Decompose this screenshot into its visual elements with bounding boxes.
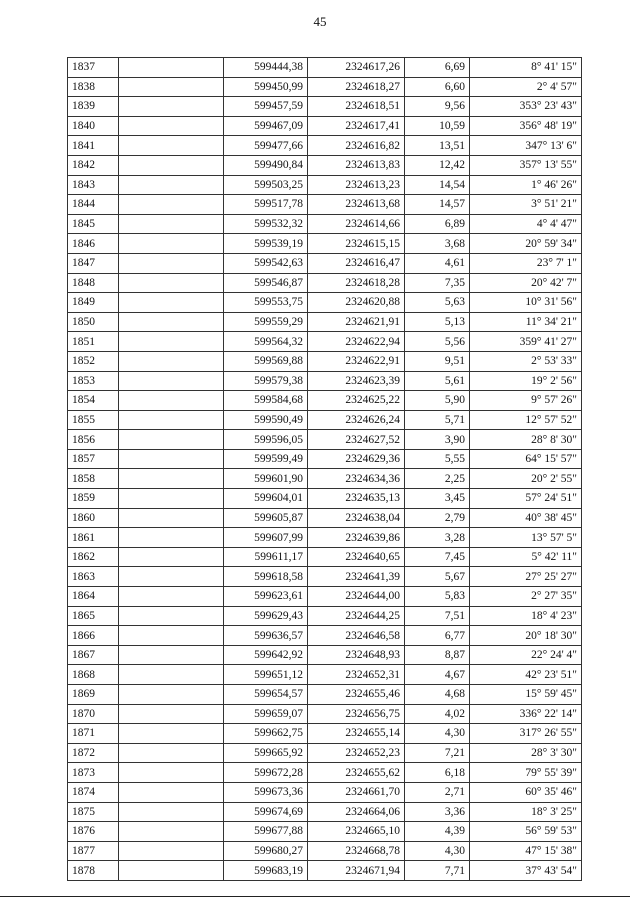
table-row [68, 802, 582, 822]
point-number-cell: 1848 [68, 273, 119, 293]
table-row [68, 449, 582, 469]
point-number-cell: 1868 [68, 665, 119, 685]
x-coordinate-cell: 599611,17 [224, 547, 308, 567]
distance-cell: 3,36 [405, 802, 470, 822]
bearing-cell: 60° 35' 46" [470, 782, 582, 802]
table-row [68, 175, 582, 195]
x-coordinate-cell: 599569,88 [224, 351, 308, 371]
bearing-cell: 28° 8' 30" [470, 430, 582, 450]
distance-cell: 4,30 [405, 841, 470, 861]
bearing-cell: 317° 26' 55" [470, 724, 582, 744]
empty-cell [119, 528, 224, 548]
x-coordinate-cell: 599503,25 [224, 175, 308, 195]
x-coordinate-cell: 599450,99 [224, 77, 308, 97]
point-number-cell: 1863 [68, 567, 119, 587]
bearing-cell: 336° 22' 14" [470, 704, 582, 724]
y-coordinate-cell: 2324614,66 [308, 214, 405, 234]
x-coordinate-cell: 599680,27 [224, 841, 308, 861]
bearing-cell: 42° 23' 51" [470, 665, 582, 685]
y-coordinate-cell: 2324661,70 [308, 782, 405, 802]
y-coordinate-cell: 2324655,46 [308, 685, 405, 705]
y-coordinate-cell: 2324623,39 [308, 371, 405, 391]
distance-cell: 6,18 [405, 763, 470, 783]
y-coordinate-cell: 2324664,06 [308, 802, 405, 822]
bearing-cell: 37° 43' 54" [470, 861, 582, 881]
table-row [68, 371, 582, 391]
empty-cell [119, 116, 224, 136]
table-row [68, 253, 582, 273]
table-row [68, 195, 582, 215]
distance-cell: 5,90 [405, 391, 470, 411]
bearing-cell: 15° 59' 45" [470, 685, 582, 705]
y-coordinate-cell: 2324615,15 [308, 234, 405, 254]
point-number-cell: 1875 [68, 802, 119, 822]
table-row [68, 293, 582, 313]
point-number-cell: 1857 [68, 449, 119, 469]
x-coordinate-cell: 599674,69 [224, 802, 308, 822]
table-row [68, 841, 582, 861]
point-number-cell: 1861 [68, 528, 119, 548]
table-row [68, 685, 582, 705]
x-coordinate-cell: 599659,07 [224, 704, 308, 724]
table-row [68, 567, 582, 587]
distance-cell: 7,51 [405, 606, 470, 626]
point-number-cell: 1841 [68, 136, 119, 156]
y-coordinate-cell: 2324618,51 [308, 97, 405, 117]
point-number-cell: 1860 [68, 508, 119, 528]
empty-cell [119, 508, 224, 528]
bearing-cell: 22° 24' 4" [470, 645, 582, 665]
table-row [68, 58, 582, 78]
bearing-cell: 64° 15' 57" [470, 449, 582, 469]
bearing-cell: 18° 3' 25" [470, 802, 582, 822]
empty-cell [119, 391, 224, 411]
y-coordinate-cell: 2324668,78 [308, 841, 405, 861]
table-row [68, 743, 582, 763]
bearing-cell: 359° 41' 27" [470, 332, 582, 352]
empty-cell [119, 77, 224, 97]
empty-cell [119, 312, 224, 332]
y-coordinate-cell: 2324618,28 [308, 273, 405, 293]
empty-cell [119, 175, 224, 195]
bearing-cell: 11° 34' 21" [470, 312, 582, 332]
table-body [68, 58, 582, 881]
bearing-cell: 47° 15' 38" [470, 841, 582, 861]
point-number-cell: 1876 [68, 822, 119, 842]
point-number-cell: 1862 [68, 547, 119, 567]
table-row [68, 351, 582, 371]
distance-cell: 4,61 [405, 253, 470, 273]
point-number-cell: 1864 [68, 587, 119, 607]
y-coordinate-cell: 2324613,83 [308, 155, 405, 175]
y-coordinate-cell: 2324655,14 [308, 724, 405, 744]
x-coordinate-cell: 599601,90 [224, 469, 308, 489]
empty-cell [119, 273, 224, 293]
point-number-cell: 1844 [68, 195, 119, 215]
distance-cell: 2,25 [405, 469, 470, 489]
empty-cell [119, 861, 224, 881]
table-row [68, 528, 582, 548]
y-coordinate-cell: 2324665,10 [308, 822, 405, 842]
empty-cell [119, 410, 224, 430]
bearing-cell: 28° 3' 30" [470, 743, 582, 763]
table-row [68, 665, 582, 685]
distance-cell: 4,67 [405, 665, 470, 685]
x-coordinate-cell: 599605,87 [224, 508, 308, 528]
distance-cell: 5,67 [405, 567, 470, 587]
x-coordinate-cell: 599607,99 [224, 528, 308, 548]
bearing-cell: 13° 57' 5" [470, 528, 582, 548]
y-coordinate-cell: 2324656,75 [308, 704, 405, 724]
table-row [68, 312, 582, 332]
bearing-cell: 10° 31' 56" [470, 293, 582, 313]
bearing-cell: 5° 42' 11" [470, 547, 582, 567]
y-coordinate-cell: 2324618,27 [308, 77, 405, 97]
bearing-cell: 20° 2' 55" [470, 469, 582, 489]
point-number-cell: 1843 [68, 175, 119, 195]
y-coordinate-cell: 2324616,47 [308, 253, 405, 273]
table-row [68, 77, 582, 97]
table-row [68, 822, 582, 842]
x-coordinate-cell: 599673,36 [224, 782, 308, 802]
empty-cell [119, 743, 224, 763]
point-number-cell: 1847 [68, 253, 119, 273]
distance-cell: 6,60 [405, 77, 470, 97]
x-coordinate-cell: 599553,75 [224, 293, 308, 313]
empty-cell [119, 449, 224, 469]
y-coordinate-cell: 2324655,62 [308, 763, 405, 783]
distance-cell: 7,35 [405, 273, 470, 293]
distance-cell: 6,89 [405, 214, 470, 234]
empty-cell [119, 626, 224, 646]
distance-cell: 5,63 [405, 293, 470, 313]
empty-cell [119, 645, 224, 665]
empty-cell [119, 97, 224, 117]
empty-cell [119, 469, 224, 489]
table-row [68, 273, 582, 293]
table-row [68, 704, 582, 724]
distance-cell: 6,77 [405, 626, 470, 646]
distance-cell: 7,45 [405, 547, 470, 567]
distance-cell: 3,68 [405, 234, 470, 254]
y-coordinate-cell: 2324646,58 [308, 626, 405, 646]
point-number-cell: 1855 [68, 410, 119, 430]
table-row [68, 430, 582, 450]
point-number-cell: 1850 [68, 312, 119, 332]
bearing-cell: 356° 48' 19" [470, 116, 582, 136]
y-coordinate-cell: 2324644,25 [308, 606, 405, 626]
empty-cell [119, 136, 224, 156]
bearing-cell: 79° 55' 39" [470, 763, 582, 783]
x-coordinate-cell: 599629,43 [224, 606, 308, 626]
empty-cell [119, 841, 224, 861]
y-coordinate-cell: 2324621,91 [308, 312, 405, 332]
point-number-cell: 1859 [68, 489, 119, 509]
distance-cell: 4,39 [405, 822, 470, 842]
table-row [68, 391, 582, 411]
y-coordinate-cell: 2324652,31 [308, 665, 405, 685]
distance-cell: 3,90 [405, 430, 470, 450]
x-coordinate-cell: 599636,57 [224, 626, 308, 646]
x-coordinate-cell: 599665,92 [224, 743, 308, 763]
x-coordinate-cell: 599546,87 [224, 273, 308, 293]
distance-cell: 14,57 [405, 195, 470, 215]
table-row [68, 136, 582, 156]
empty-cell [119, 195, 224, 215]
bearing-cell: 20° 42' 7" [470, 273, 582, 293]
bearing-cell: 2° 4' 57" [470, 77, 582, 97]
x-coordinate-cell: 599654,57 [224, 685, 308, 705]
distance-cell: 4,30 [405, 724, 470, 744]
x-coordinate-cell: 599623,61 [224, 587, 308, 607]
x-coordinate-cell: 599490,84 [224, 155, 308, 175]
distance-cell: 7,21 [405, 743, 470, 763]
empty-cell [119, 214, 224, 234]
empty-cell [119, 155, 224, 175]
y-coordinate-cell: 2324635,13 [308, 489, 405, 509]
x-coordinate-cell: 599672,28 [224, 763, 308, 783]
distance-cell: 10,59 [405, 116, 470, 136]
distance-cell: 6,69 [405, 58, 470, 78]
point-number-cell: 1852 [68, 351, 119, 371]
distance-cell: 2,79 [405, 508, 470, 528]
y-coordinate-cell: 2324652,23 [308, 743, 405, 763]
point-number-cell: 1869 [68, 685, 119, 705]
x-coordinate-cell: 599651,12 [224, 665, 308, 685]
x-coordinate-cell: 599457,59 [224, 97, 308, 117]
x-coordinate-cell: 599662,75 [224, 724, 308, 744]
point-number-cell: 1854 [68, 391, 119, 411]
footer-rule [0, 896, 630, 897]
empty-cell [119, 822, 224, 842]
y-coordinate-cell: 2324617,26 [308, 58, 405, 78]
y-coordinate-cell: 2324639,86 [308, 528, 405, 548]
point-number-cell: 1838 [68, 77, 119, 97]
bearing-cell: 347° 13' 6" [470, 136, 582, 156]
distance-cell: 3,45 [405, 489, 470, 509]
x-coordinate-cell: 599542,63 [224, 253, 308, 273]
distance-cell: 5,83 [405, 587, 470, 607]
point-number-cell: 1842 [68, 155, 119, 175]
empty-cell [119, 587, 224, 607]
y-coordinate-cell: 2324671,94 [308, 861, 405, 881]
table-row [68, 469, 582, 489]
distance-cell: 4,02 [405, 704, 470, 724]
point-number-cell: 1853 [68, 371, 119, 391]
x-coordinate-cell: 599444,38 [224, 58, 308, 78]
point-number-cell: 1867 [68, 645, 119, 665]
bearing-cell: 19° 2' 56" [470, 371, 582, 391]
table-row [68, 587, 582, 607]
bearing-cell: 353° 23' 43" [470, 97, 582, 117]
table-row [68, 155, 582, 175]
empty-cell [119, 351, 224, 371]
point-number-cell: 1872 [68, 743, 119, 763]
y-coordinate-cell: 2324625,22 [308, 391, 405, 411]
empty-cell [119, 763, 224, 783]
distance-cell: 3,28 [405, 528, 470, 548]
distance-cell: 13,51 [405, 136, 470, 156]
point-number-cell: 1871 [68, 724, 119, 744]
x-coordinate-cell: 599564,32 [224, 332, 308, 352]
distance-cell: 5,56 [405, 332, 470, 352]
coordinates-table [67, 57, 582, 881]
point-number-cell: 1845 [68, 214, 119, 234]
y-coordinate-cell: 2324613,23 [308, 175, 405, 195]
empty-cell [119, 234, 224, 254]
table-row [68, 332, 582, 352]
table-row [68, 410, 582, 430]
y-coordinate-cell: 2324613,68 [308, 195, 405, 215]
x-coordinate-cell: 599596,05 [224, 430, 308, 450]
bearing-cell: 18° 4' 23" [470, 606, 582, 626]
y-coordinate-cell: 2324620,88 [308, 293, 405, 313]
x-coordinate-cell: 599604,01 [224, 489, 308, 509]
x-coordinate-cell: 599590,49 [224, 410, 308, 430]
y-coordinate-cell: 2324634,36 [308, 469, 405, 489]
empty-cell [119, 253, 224, 273]
empty-cell [119, 606, 224, 626]
x-coordinate-cell: 599599,49 [224, 449, 308, 469]
empty-cell [119, 332, 224, 352]
empty-cell [119, 489, 224, 509]
point-number-cell: 1839 [68, 97, 119, 117]
empty-cell [119, 782, 224, 802]
distance-cell: 4,68 [405, 685, 470, 705]
point-number-cell: 1851 [68, 332, 119, 352]
distance-cell: 14,54 [405, 175, 470, 195]
x-coordinate-cell: 599539,19 [224, 234, 308, 254]
bearing-cell: 1° 46' 26" [470, 175, 582, 195]
y-coordinate-cell: 2324622,94 [308, 332, 405, 352]
table-row [68, 782, 582, 802]
empty-cell [119, 58, 224, 78]
table-row [68, 626, 582, 646]
point-number-cell: 1866 [68, 626, 119, 646]
table-row [68, 116, 582, 136]
empty-cell [119, 430, 224, 450]
bearing-cell: 40° 38' 45" [470, 508, 582, 528]
page-number: 45 [313, 14, 327, 29]
bearing-cell: 20° 18' 30" [470, 626, 582, 646]
table-row [68, 508, 582, 528]
empty-cell [119, 665, 224, 685]
empty-cell [119, 567, 224, 587]
x-coordinate-cell: 599579,38 [224, 371, 308, 391]
point-number-cell: 1840 [68, 116, 119, 136]
y-coordinate-cell: 2324648,93 [308, 645, 405, 665]
point-number-cell: 1858 [68, 469, 119, 489]
distance-cell: 5,61 [405, 371, 470, 391]
x-coordinate-cell: 599683,19 [224, 861, 308, 881]
y-coordinate-cell: 2324629,36 [308, 449, 405, 469]
distance-cell: 5,55 [405, 449, 470, 469]
y-coordinate-cell: 2324644,00 [308, 587, 405, 607]
x-coordinate-cell: 599477,66 [224, 136, 308, 156]
table-row [68, 645, 582, 665]
empty-cell [119, 802, 224, 822]
bearing-cell: 57° 24' 51" [470, 489, 582, 509]
x-coordinate-cell: 599584,68 [224, 391, 308, 411]
empty-cell [119, 547, 224, 567]
empty-cell [119, 704, 224, 724]
table-row [68, 724, 582, 744]
y-coordinate-cell: 2324640,65 [308, 547, 405, 567]
table-row [68, 763, 582, 783]
table-row [68, 861, 582, 881]
bearing-cell: 56° 59' 53" [470, 822, 582, 842]
table-row [68, 97, 582, 117]
table-row [68, 234, 582, 254]
bearing-cell: 3° 51' 21" [470, 195, 582, 215]
bearing-cell: 2° 27' 35" [470, 587, 582, 607]
point-number-cell: 1870 [68, 704, 119, 724]
x-coordinate-cell: 599618,58 [224, 567, 308, 587]
y-coordinate-cell: 2324638,04 [308, 508, 405, 528]
y-coordinate-cell: 2324617,41 [308, 116, 405, 136]
y-coordinate-cell: 2324616,82 [308, 136, 405, 156]
point-number-cell: 1837 [68, 58, 119, 78]
bearing-cell: 27° 25' 27" [470, 567, 582, 587]
point-number-cell: 1877 [68, 841, 119, 861]
empty-cell [119, 685, 224, 705]
bearing-cell: 23° 7' 1" [470, 253, 582, 273]
point-number-cell: 1865 [68, 606, 119, 626]
distance-cell: 5,71 [405, 410, 470, 430]
bearing-cell: 12° 57' 52" [470, 410, 582, 430]
bearing-cell: 9° 57' 26" [470, 391, 582, 411]
distance-cell: 2,71 [405, 782, 470, 802]
table-row [68, 489, 582, 509]
table-row [68, 606, 582, 626]
point-number-cell: 1874 [68, 782, 119, 802]
distance-cell: 7,71 [405, 861, 470, 881]
bearing-cell: 8° 41' 15" [470, 58, 582, 78]
bearing-cell: 2° 53' 33" [470, 351, 582, 371]
table-row [68, 214, 582, 234]
y-coordinate-cell: 2324622,91 [308, 351, 405, 371]
empty-cell [119, 371, 224, 391]
x-coordinate-cell: 599642,92 [224, 645, 308, 665]
bearing-cell: 4° 4' 47" [470, 214, 582, 234]
bearing-cell: 20° 59' 34" [470, 234, 582, 254]
distance-cell: 9,51 [405, 351, 470, 371]
x-coordinate-cell: 599532,32 [224, 214, 308, 234]
y-coordinate-cell: 2324627,52 [308, 430, 405, 450]
point-number-cell: 1849 [68, 293, 119, 313]
x-coordinate-cell: 599677,88 [224, 822, 308, 842]
point-number-cell: 1878 [68, 861, 119, 881]
distance-cell: 5,13 [405, 312, 470, 332]
bearing-cell: 357° 13' 55" [470, 155, 582, 175]
distance-cell: 8,87 [405, 645, 470, 665]
distance-cell: 9,56 [405, 97, 470, 117]
empty-cell [119, 724, 224, 744]
point-number-cell: 1873 [68, 763, 119, 783]
table-row [68, 547, 582, 567]
x-coordinate-cell: 599467,09 [224, 116, 308, 136]
y-coordinate-cell: 2324641,39 [308, 567, 405, 587]
point-number-cell: 1856 [68, 430, 119, 450]
y-coordinate-cell: 2324626,24 [308, 410, 405, 430]
x-coordinate-cell: 599559,29 [224, 312, 308, 332]
distance-cell: 12,42 [405, 155, 470, 175]
empty-cell [119, 293, 224, 313]
point-number-cell: 1846 [68, 234, 119, 254]
x-coordinate-cell: 599517,78 [224, 195, 308, 215]
